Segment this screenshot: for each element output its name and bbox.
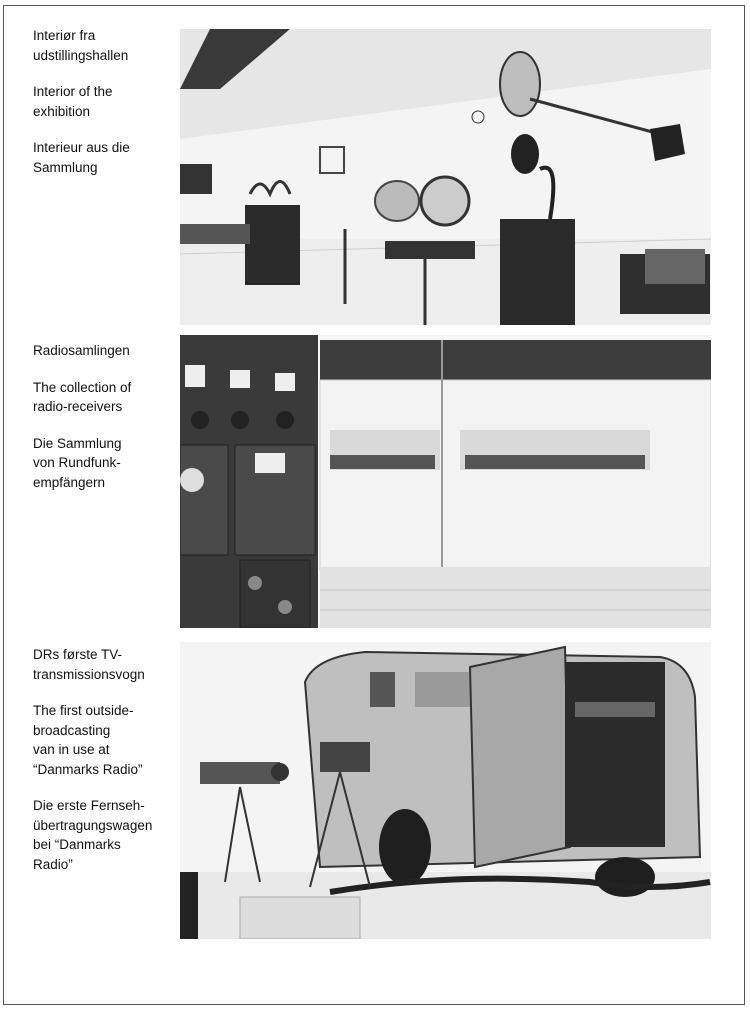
caption-exhibition-hall — [33, 26, 173, 194]
caption-german: Die erste Fernseh- übertragungswagen bei “Danmarks Radio” — [33, 798, 153, 872]
photo-radio-collection — [180, 335, 711, 628]
photo-broadcast-van — [180, 642, 711, 939]
caption-english: The first outside- broadcasting van in use at “Danmarks Radio” — [33, 703, 143, 777]
caption-english: The collection of radio-receivers — [33, 379, 132, 414]
photo-exhibition-interior — [180, 29, 711, 325]
caption-german: Interieur aus die Sammlung — [33, 140, 130, 175]
caption-broadcast-van — [33, 645, 173, 891]
caption-danish: DRs første TV- transmissionsvogn — [33, 647, 145, 682]
caption-german: Die Sammlung von Rundfunk- empfängern — [33, 435, 122, 490]
caption-danish: Radiosamlingen — [33, 343, 130, 358]
caption-danish: Interiør fra udstillingshallen — [33, 28, 129, 63]
caption-english: Interior of the exhibition — [33, 84, 113, 119]
caption-radio-collection — [33, 341, 173, 509]
